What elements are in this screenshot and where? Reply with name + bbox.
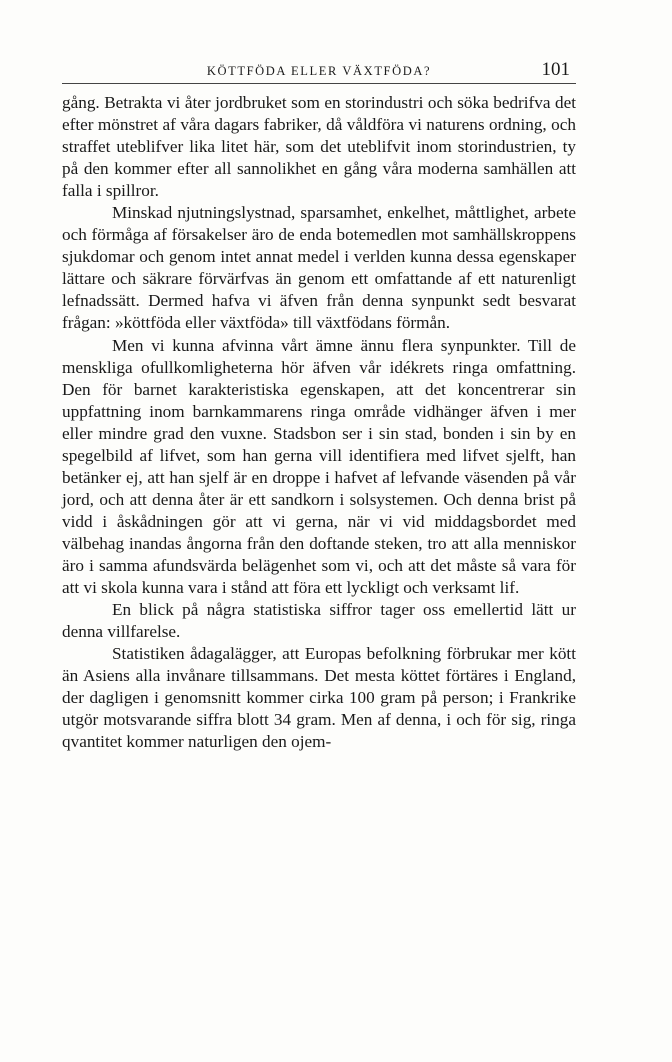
running-head: KÖTTFÖDA ELLER VÄXTFÖDA? [206, 64, 432, 78]
page-header [62, 55, 576, 84]
page-number: 101 [541, 59, 570, 80]
paragraph: Statistiken ådagalägger, att Europas befolkning förbrukar mer kött än Asiens alla invånare tillsammans. Det mesta köttet förtäres i England, der dagligen i genomsnitt kommer cirka 100 gram på person; i Frankrike utgör motsvarande siffra blott 34 gram. Men af denna, i och för sig, ringa qvantitet kommer naturligen den ojem- [62, 644, 576, 752]
paragraph: gång. Betrakta vi åter jordbruket som en storindustri och söka bedrifva det efter mönstret af våra dagars fabriker, då våldföra vi naturens ordning, och straffet uteblifver lika litet här, som det uteblifvit inom storindustrien, ty på den kommer efter all sannolikhet en gång våra moderna samhällen att falla i spillror. [62, 93, 576, 201]
paragraph: Men vi kunna afvinna vårt ämne ännu flera synpunkter. Till de menskliga ofullkomligheterna hör äfven vår idékrets ringa omfattning. Den för barnet karakteristiska egenskapen, att det koncentrerar sin uppfattning inom barnkammarens ringa område vidhänger äfven i mer eller mindre grad den vuxne. Stadsbon ser i sin stad, bonden i sin by en spegelbild af lifvet, som han gerna vill identifiera med lifvet sjelft, han betänker ej, att han sjelf är en droppe i hafvet af lefvande väsenden på vår jord, och att denna åter är ett sandkorn i solsystemen. Och denna brist på vidd i åskådningen gör att vi gerna, när vi vid middagsbordet med välbehag inandas ångorna från den doftande steken, tro att alla menniskor äro i samma afundsvärda belägenhet som vi, och att det måste så vara för att vi skola kunna vara i stånd att föra ett lyckligt och verksamt lif. [62, 335, 576, 598]
page-body [62, 92, 576, 753]
book-page [62, 55, 576, 753]
paragraph: En blick på några statistiska siffror tager oss emellertid lätt ur denna villfarelse. [62, 600, 576, 642]
paragraph: Minskad njutningslystnad, sparsamhet, enkelhet, måttlighet, arbete och förmåga af försakelser äro de enda botemedlen mot samhällskroppens sjukdomar och genom intet annat medel i verlden kunna dessa egenskaper lättare och säkrare förvärfvas än genom ett omfattande af ett naturenligt lefnadssätt. Dermed hafva vi äfven från denna synpunkt sedt besvarat frågan: »köttföda eller växtföda» till växtfödans förmån. [62, 203, 576, 333]
